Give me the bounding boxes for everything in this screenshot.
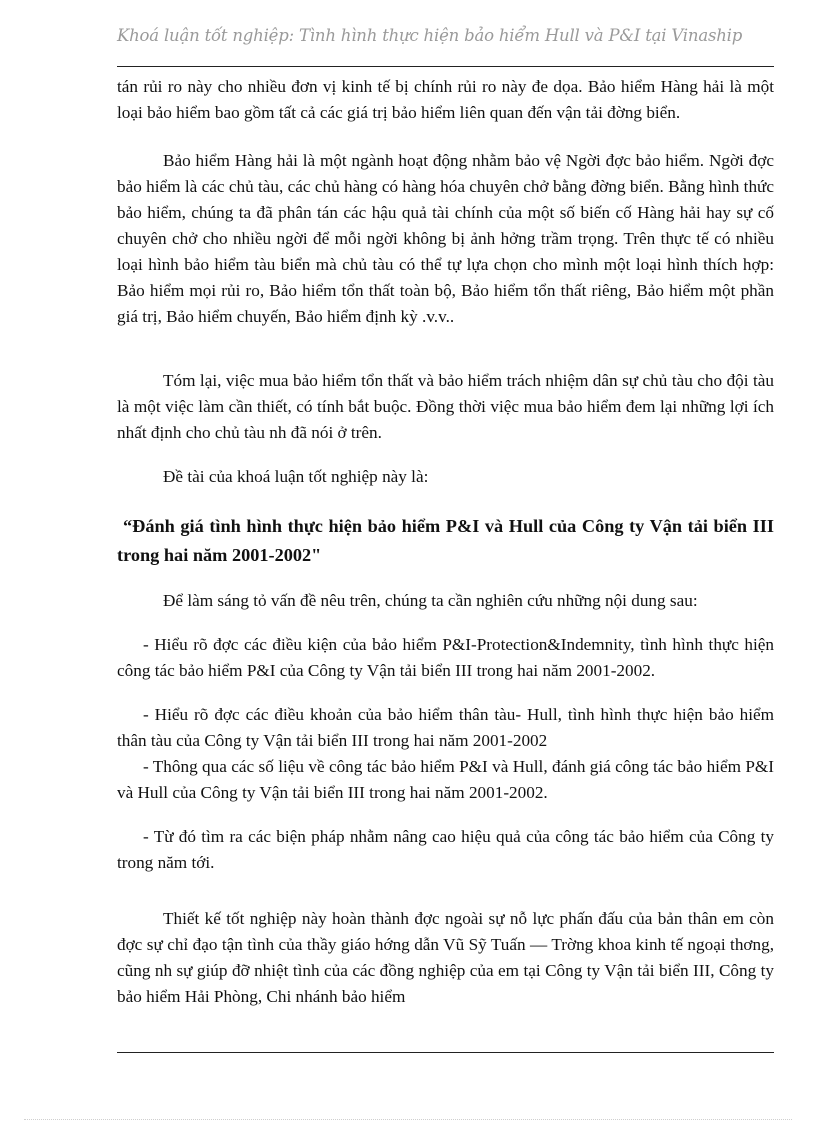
header-rule <box>117 66 774 67</box>
bullet-item-pi: - Hiểu rõ đợc các điều kiện của bảo hiểm P&I-Protection&Indemnity, tình hình thực hiện công tác bảo hiểm P&I của Công ty Vận tải biển III trong hai năm 2001-2002. <box>117 635 774 680</box>
paragraph-marine-insurance: Bảo hiểm Hàng hải là một ngành hoạt động nhằm bảo vệ Ngời đợc bảo hiểm. Ngời đợc bảo hiểm là các chủ tàu, các chủ hàng có hàng hóa chuyên chở bằng đờng biển. Bằng hình thức bảo hiểm, chúng ta đã phân tán các hậu quả tài chính của một số biến cố Hàng hải hay sự cố chuyên chở cho nhiều ngời để mỗi ngời không bị ảnh hởng trầm trọng. Trên thực tế có nhiều loại hình bảo hiểm tàu biển mà chủ tàu có thể tự lựa chọn cho mình một loại hình thích hợp: Bảo hiểm mọi rủi ro, Bảo hiểm tổn thất toàn bộ, Bảo hiểm tổn thất riêng, Bảo hiểm một phần giá trị, Bảo hiểm chuyến, Bảo hiểm định kỳ .v.v.. <box>117 151 774 326</box>
paragraph-thesis-intro: Đề tài của khoá luận tốt nghiệp này là: <box>163 467 429 486</box>
bullet-item-data: - Thông qua các số liệu về công tác bảo hiểm P&I và Hull, đánh giá công tác bảo hiểm P&I và Hull của Công ty Vận tải biển III trong hai năm 2001-2002. <box>117 757 774 802</box>
bullet-item-hull: - Hiểu rõ đợc các điều khoản của bảo hiểm thân tàu- Hull, tình hình thực hiện bảo hiểm thân tàu của Công ty Vận tải biển III trong hai năm 2001-2002 <box>117 705 774 750</box>
bullet-item-solutions: - Từ đó tìm ra các biện pháp nhằm nâng cao hiệu quả của công tác bảo hiểm của Công ty trong năm tới. <box>117 827 774 872</box>
footer-rule <box>117 1052 774 1053</box>
paragraph-continuation: tán rủi ro này cho nhiều đơn vị kinh tế bị chính rủi ro này đe dọa. Bảo hiểm Hàng hải là một loại bảo hiểm bao gồm tất cả các giá trị bảo hiểm liên quan đến vận tải đờng biển. <box>117 77 774 122</box>
paragraph-acknowledgement: Thiết kế tốt nghiệp này hoàn thành đợc ngoài sự nỗ lực phấn đấu của bản thân em còn đợc sự chỉ đạo tận tình của thầy giáo hớng dẫn Vũ Sỹ Tuấn — Trờng khoa kinh tế ngoại thơng, cũng nh sự giúp đỡ nhiệt tình của các đồng nghiệp của em tại Công ty Vận tải biển III, Công ty bảo hiểm Hải Phòng, Chi nhánh bảo hiểm <box>117 909 774 1006</box>
paragraph-research-intro: Để làm sáng tỏ vấn đề nêu trên, chúng ta cần nghiên cứu những nội dung sau: <box>163 591 698 610</box>
document-body <box>117 74 774 1010</box>
page-header: Khoá luận tốt nghiệp: Tình hình thực hiện bảo hiểm Hull và P&I tại Vinaship <box>117 26 743 45</box>
thesis-title: “Đánh giá tình hình thực hiện bảo hiểm P&I và Hull của Công ty Vận tải biển III trong hai năm 2001-2002" <box>117 516 774 565</box>
page-edge-dots <box>24 1119 792 1120</box>
paragraph-summary: Tóm lại, việc mua bảo hiểm tổn thất và bảo hiểm trách nhiệm dân sự chủ tàu cho đội tàu là một việc làm cần thiết, có tính bắt buộc. Đồng thời việc mua bảo hiểm đem lại những lợi ích nhất định cho chủ tàu nh đã nói ở trên. <box>117 371 774 442</box>
